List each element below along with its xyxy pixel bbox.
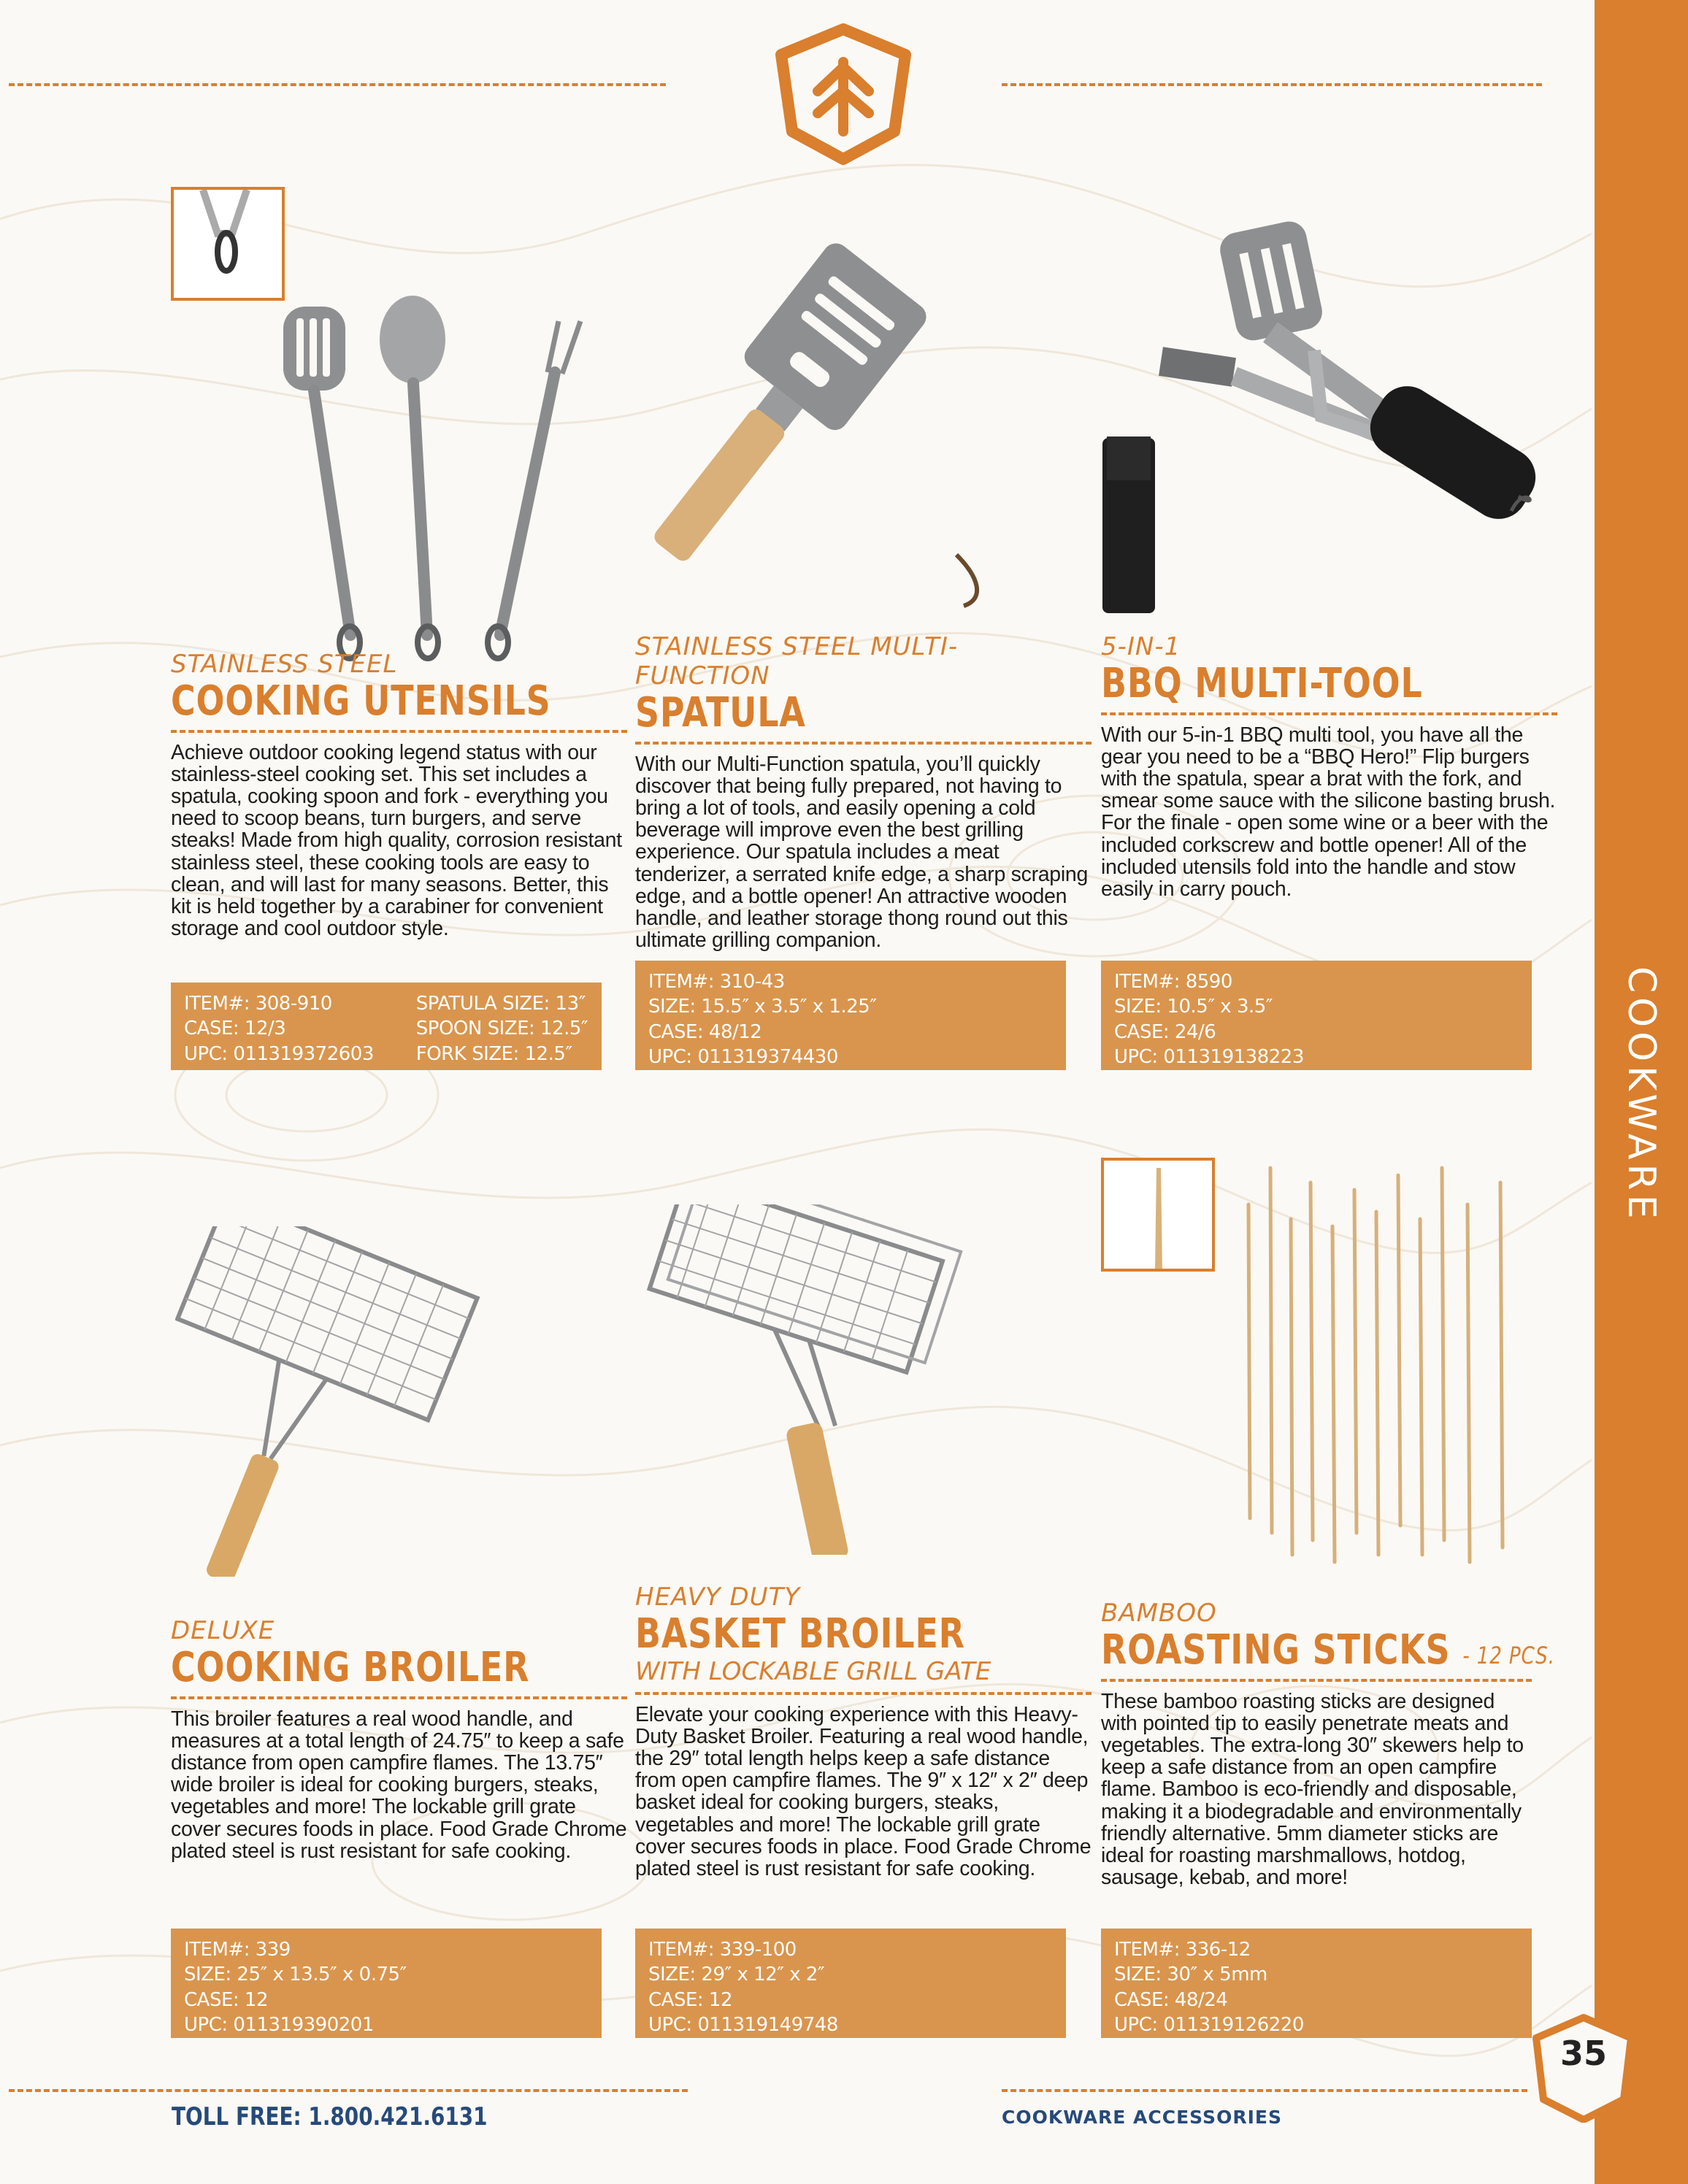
- product-basket-broiler: [635, 1583, 1092, 1880]
- spec-case: CASE: 12/3: [184, 1018, 286, 1040]
- sidebar-section-label: COOKWARE: [1619, 966, 1663, 1223]
- product-description: Elevate your cooking experience with this Heavy-Duty Basket Broiler. Featuring a real wood handle, the 29″ total length helps keep a safe distance from open campfire flames. The 9″ x 12″ x 2″ deep basket ideal for cooking burgers, steaks, vegetables and more! The lockable grill grate cover secures foods in place. Food Grade Chrome plated steel is rust resistant for safe cooking.: [635, 1702, 1092, 1881]
- spec-case: CASE: 48/12: [648, 1020, 762, 1043]
- spec-spoon-size: SPOON SIZE: 12.5″: [415, 1018, 588, 1040]
- spec-item: ITEM#: 8590: [1114, 971, 1232, 993]
- toll-free-number: TOLL FREE: 1.800.421.6131: [172, 2102, 488, 2131]
- spec-case: CASE: 48/24: [1114, 1988, 1228, 2011]
- spec-upc: UPC: 011319372603: [184, 1042, 374, 1065]
- spec-box-cooking-utensils: [171, 983, 602, 1070]
- product-subtitle: STAINLESS STEEL: [171, 650, 398, 679]
- spec-upc: UPC: 011319126220: [1114, 2013, 1304, 2036]
- product-rule: [635, 1692, 1092, 1695]
- product-rule: [635, 742, 1092, 745]
- cooking-utensils-photo: [270, 292, 606, 664]
- basket-broiler-photo: [642, 1204, 1066, 1555]
- product-cooking-utensils: [171, 650, 627, 939]
- spec-box-cooking-broiler: [171, 1929, 602, 2038]
- spec-size: SIZE: 10.5″ x 3.5″: [1114, 996, 1273, 1018]
- spec-fork-size: FORK SIZE: 12.5″: [415, 1042, 572, 1065]
- spec-case: CASE: 24/6: [1114, 1020, 1216, 1043]
- product-description: This broiler features a real wood handle, and measures at a total length of 24.75″ to keep a safe distance from open campfire flames. The 13.75″ wide broiler is ideal for cooking burgers, steaks, vegetables and more! The lockable grill grate cover secures foods in place. Food Grade Chrome plated steel is rust resistant for safe cooking.: [171, 1707, 627, 1863]
- bbq-multitool-photo: [1102, 204, 1562, 642]
- product-title: [1101, 1626, 1555, 1674]
- header-rule-left: [9, 83, 666, 86]
- product-subtitle: STAINLESS STEEL MULTI-FUNCTION: [635, 632, 959, 691]
- product-spatula: [635, 632, 1092, 951]
- cooking-broiler-photo: [175, 1226, 584, 1577]
- spec-upc: UPC: 011319149748: [648, 2013, 838, 2036]
- footer-rule-right: [1002, 2089, 1527, 2092]
- roasting-sticks-photo: [1234, 1161, 1526, 1569]
- product-description: With our 5-in-1 BBQ multi tool, you have all the gear you need to be a “BBQ Hero!” Flip burgers with the spatula, spear a brat with the fork, and smear some sauce with the silicone basting brush. For the finale - open some wine or a beer with the included corkscrew and bottle opener! All of the included utensils fold into the handle and stow easily in carry pouch.: [1101, 723, 1556, 901]
- product-rule: [1101, 1679, 1532, 1682]
- brand-logo: [767, 22, 920, 168]
- spec-size: SIZE: 25″ x 13.5″ x 0.75″: [184, 1964, 407, 1986]
- carabiner-thumbnail: [171, 187, 285, 301]
- spec-item: ITEM#: 336-12: [1114, 1939, 1251, 1961]
- spatula-photo: [642, 234, 1037, 613]
- product-title: BASKET BROILER: [635, 1610, 965, 1658]
- spec-item: ITEM#: 339-100: [648, 1939, 797, 1961]
- product-description: These bamboo roasting sticks are designed with pointed tip to easily penetrate meats and vegetables. The extra-long 30″ skewers help to keep a safe distance from an open campfire flame. Bamboo is eco-friendly and disposable, making it a biodegradable and environmentally friendly alternative. 5mm diameter sticks are ideal for roasting marshmallows, hotdog, sausage, kebab, and more!: [1101, 1689, 1524, 1890]
- spec-size: SIZE: 15.5″ x 3.5″ x 1.25″: [648, 996, 877, 1018]
- spec-upc: UPC: 011319374430: [648, 1045, 838, 1068]
- spec-upc: UPC: 011319138223: [1114, 1045, 1304, 1068]
- spec-size: SIZE: 29″ x 12″ x 2″: [648, 1964, 825, 1986]
- product-subtitle: DELUXE: [171, 1616, 275, 1645]
- product-rule: [1101, 712, 1557, 715]
- product-title: COOKING BROILER: [171, 1644, 530, 1691]
- product-roasting-sticks: [1101, 1599, 1568, 1888]
- product-subtitle: HEAVY DUTY: [635, 1583, 801, 1612]
- product-title: SPATULA: [635, 689, 806, 737]
- footer-rule-left: [9, 2089, 688, 2092]
- spec-item: ITEM#: 339: [184, 1939, 291, 1961]
- product-description: With our Multi-Function spatula, you’ll quickly discover that being fully prepared, not having to bring a lot of tools, and easily opening a cold beverage will improve even the best grilling experience. Our spatula includes a meat tenderizer, a serrated knife edge, a sharp scraping edge, and a bottle opener! An attractive wooden handle, and leather storage thong round out this ultimate grilling companion.: [635, 752, 1088, 953]
- footer-section-label: COOKWARE ACCESSORIES: [1002, 2107, 1282, 2128]
- spec-box-bbq-multitool: [1101, 961, 1532, 1070]
- product-subtitle-secondary: WITH LOCKABLE GRILL GATE: [635, 1656, 991, 1686]
- spec-item: ITEM#: 310-43: [648, 971, 785, 993]
- product-title: BBQ MULTI-TOOL: [1101, 660, 1423, 707]
- spec-upc: UPC: 011319390201: [184, 2013, 374, 2036]
- product-title: COOKING UTENSILS: [171, 677, 551, 725]
- spec-item: ITEM#: 308-910: [184, 993, 332, 1015]
- product-subtitle: 5-IN-1: [1101, 632, 1181, 661]
- product-title-suffix: - 12 PCS.: [1462, 1642, 1555, 1669]
- spec-case: CASE: 12: [648, 1988, 732, 2011]
- product-bbq-multitool: [1101, 632, 1557, 900]
- product-description: Achieve outdoor cooking legend status with our stainless-steel cooking set. This set includes a spatula, cooking spoon and fork - everything you need to scoop beans, turn burgers, and serve steaks! Made from high quality, corrosion resistant stainless steel, these cooking tools are easy to clean, and will last for many seasons. Better, this kit is held together by a carabiner for convenient storage and cool outdoor style.: [171, 740, 622, 941]
- spec-spatula-size: SPATULA SIZE: 13″: [415, 993, 586, 1015]
- product-rule: [171, 730, 627, 733]
- page-number: 35: [1560, 2034, 1607, 2073]
- spec-size: SIZE: 30″ x 5mm: [1114, 1964, 1267, 1986]
- spec-box-roasting-sticks: [1101, 1929, 1532, 2038]
- header-rule-right: [1002, 83, 1542, 86]
- product-subtitle: BAMBOO: [1101, 1599, 1217, 1628]
- product-cooking-broiler: [171, 1616, 627, 1862]
- product-title-text: ROASTING STICKS: [1101, 1626, 1451, 1674]
- product-rule: [171, 1696, 627, 1699]
- spec-box-basket-broiler: [635, 1929, 1066, 2038]
- spec-case: CASE: 12: [184, 1988, 268, 2011]
- stick-tip-thumbnail: [1101, 1158, 1215, 1272]
- spec-box-spatula: [635, 961, 1066, 1070]
